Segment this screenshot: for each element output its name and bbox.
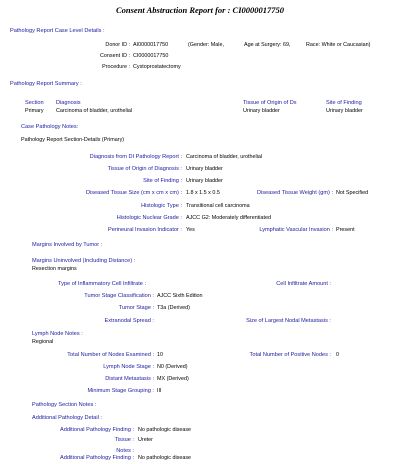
page-title: Consent Abstraction Report for : CI0000017750 [115, 5, 285, 15]
lymph-node-notes-label: Lymph Node Notes : [32, 331, 83, 337]
summary-row-diagnosis: Carcinoma of bladder, urothelial [56, 108, 133, 114]
tissue-origin-value: Urinary bladder [186, 166, 223, 172]
lymphatic-value: Present [336, 227, 355, 233]
inflammatory-label: Type of Inflammatory Cell Infiltrate : [58, 281, 146, 287]
consent-id-label: Consent ID : [100, 53, 130, 59]
distant-metastasis-value: MX (Derived) [157, 376, 189, 382]
margins-tumor-label: Margins Involved by Tumor : [32, 242, 103, 248]
infiltrate-amount-label: Cell Infiltrate Amount : [276, 281, 331, 287]
additional-detail-heading: Additional Pathology Detail : [32, 415, 102, 421]
extranodal-label: Extranodal Spread : [104, 318, 154, 324]
summary-heading: Pathology Report Summary : [10, 81, 82, 87]
tissue-size-value: 1.8 x 1.5 x 0.5 [186, 190, 220, 196]
histologic-type-value: Transitional cell carcinoma [186, 203, 250, 209]
donor-id-label: Donor ID : [105, 42, 130, 48]
notes-1-label: Notes : [116, 448, 134, 454]
histologic-type-label: Histologic Type : [141, 203, 182, 209]
donor-id-value: AI0000017750 [133, 42, 169, 48]
distant-metastasis-label: Distant Metastasis : [105, 376, 154, 382]
case-notes-heading: Case Pathology Notes: [21, 124, 79, 130]
tissue-size-label: Diseased Tissue Size (cm x cm x cm) : [85, 190, 182, 196]
min-stage-label: Minimum Stage Grouping : [87, 388, 154, 394]
largest-nodal-label: Size of Largest Nodal Metastasis : [246, 318, 331, 324]
lymph-node-notes-value: Regional [32, 339, 54, 345]
gender-value: (Gender: Male, [188, 42, 224, 48]
finding-1-label: Additional Pathology Finding : [59, 427, 134, 433]
summary-col-site: Site of Finding [326, 100, 362, 106]
margins-uninvolved-label: Margins Uninvolved (Including Distance) : [32, 258, 136, 264]
nuclear-grade-label: Histologic Nuclear Grade : [116, 215, 182, 221]
finding-2-value: No pathologic disease [138, 455, 192, 461]
nuclear-grade-value: AJCC G2: Moderately differentiated [186, 215, 271, 221]
perineural-label: Perineural Invasion Indicator : [107, 227, 182, 233]
section-details-heading: Pathology Report Section-Details (Primary) [21, 137, 125, 143]
tumor-stage-value: T3a (Derived) [157, 305, 190, 311]
procedure-value: Cystoprostatectomy [133, 64, 181, 70]
case-level-heading: Pathology Report Case Level Details : [10, 28, 105, 34]
summary-row-site: Urinary bladder [326, 108, 363, 114]
finding-2-label: Additional Pathology Finding : [59, 455, 134, 461]
site-finding-value: Urinary bladder [186, 178, 223, 184]
summary-col-diagnosis: Diagnosis [56, 100, 81, 106]
lymphatic-label: Lymphatic Vascular Invasion : [259, 227, 333, 233]
tissue-weight-label: Diseased Tissue Weight (gm) : [256, 190, 333, 196]
summary-col-tissue: Tissue of Origin of Dx [243, 100, 297, 106]
diagnosis-value: Carcinoma of bladder, urothelial [186, 154, 263, 160]
age-value: Age at Surgery: 69, [244, 42, 291, 48]
tissue-1-value: Ureter [138, 437, 153, 443]
min-stage-value: III [157, 388, 162, 394]
nodes-examined-label: Total Number of Nodes Examined : [67, 352, 154, 358]
race-value: Race: White or Caucasian) [306, 42, 371, 48]
summary-row-tissue: Urinary bladder [243, 108, 280, 114]
margins-uninvolved-value: Resection margins [32, 266, 77, 272]
lymph-node-stage-label: Lymph Node Stage : [103, 364, 154, 370]
procedure-label: Procedure : [102, 64, 130, 70]
stage-class-label: Tumor Stage Classification : [84, 293, 154, 299]
tumor-stage-label: Tumor Stage : [118, 305, 154, 311]
stage-class-value: AJCC Sixth Edition [157, 293, 203, 299]
finding-1-value: No pathologic disease [138, 427, 192, 433]
tissue-1-label: Tissue : [114, 437, 134, 443]
section-notes-heading: Pathology Section Notes : [32, 402, 97, 408]
nodes-examined-value: 10 [157, 352, 163, 358]
summary-row-section: Primary [25, 108, 44, 114]
site-finding-label: Site of Finding : [143, 178, 182, 184]
summary-col-section: Section [25, 100, 44, 106]
tissue-weight-value: Not Specified [336, 190, 369, 196]
perineural-value: Yes [186, 227, 195, 233]
tissue-origin-label: Tissue of Origin of Diagnosis : [107, 166, 182, 172]
positive-nodes-value: 0 [336, 352, 339, 358]
positive-nodes-label: Total Number of Positive Nodes : [249, 352, 331, 358]
diagnosis-label: Diagnosis from DI Pathology Report : [89, 154, 182, 160]
consent-id-value: CI0000017750 [133, 53, 169, 59]
lymph-node-stage-value: N0 (Derived) [157, 364, 188, 370]
